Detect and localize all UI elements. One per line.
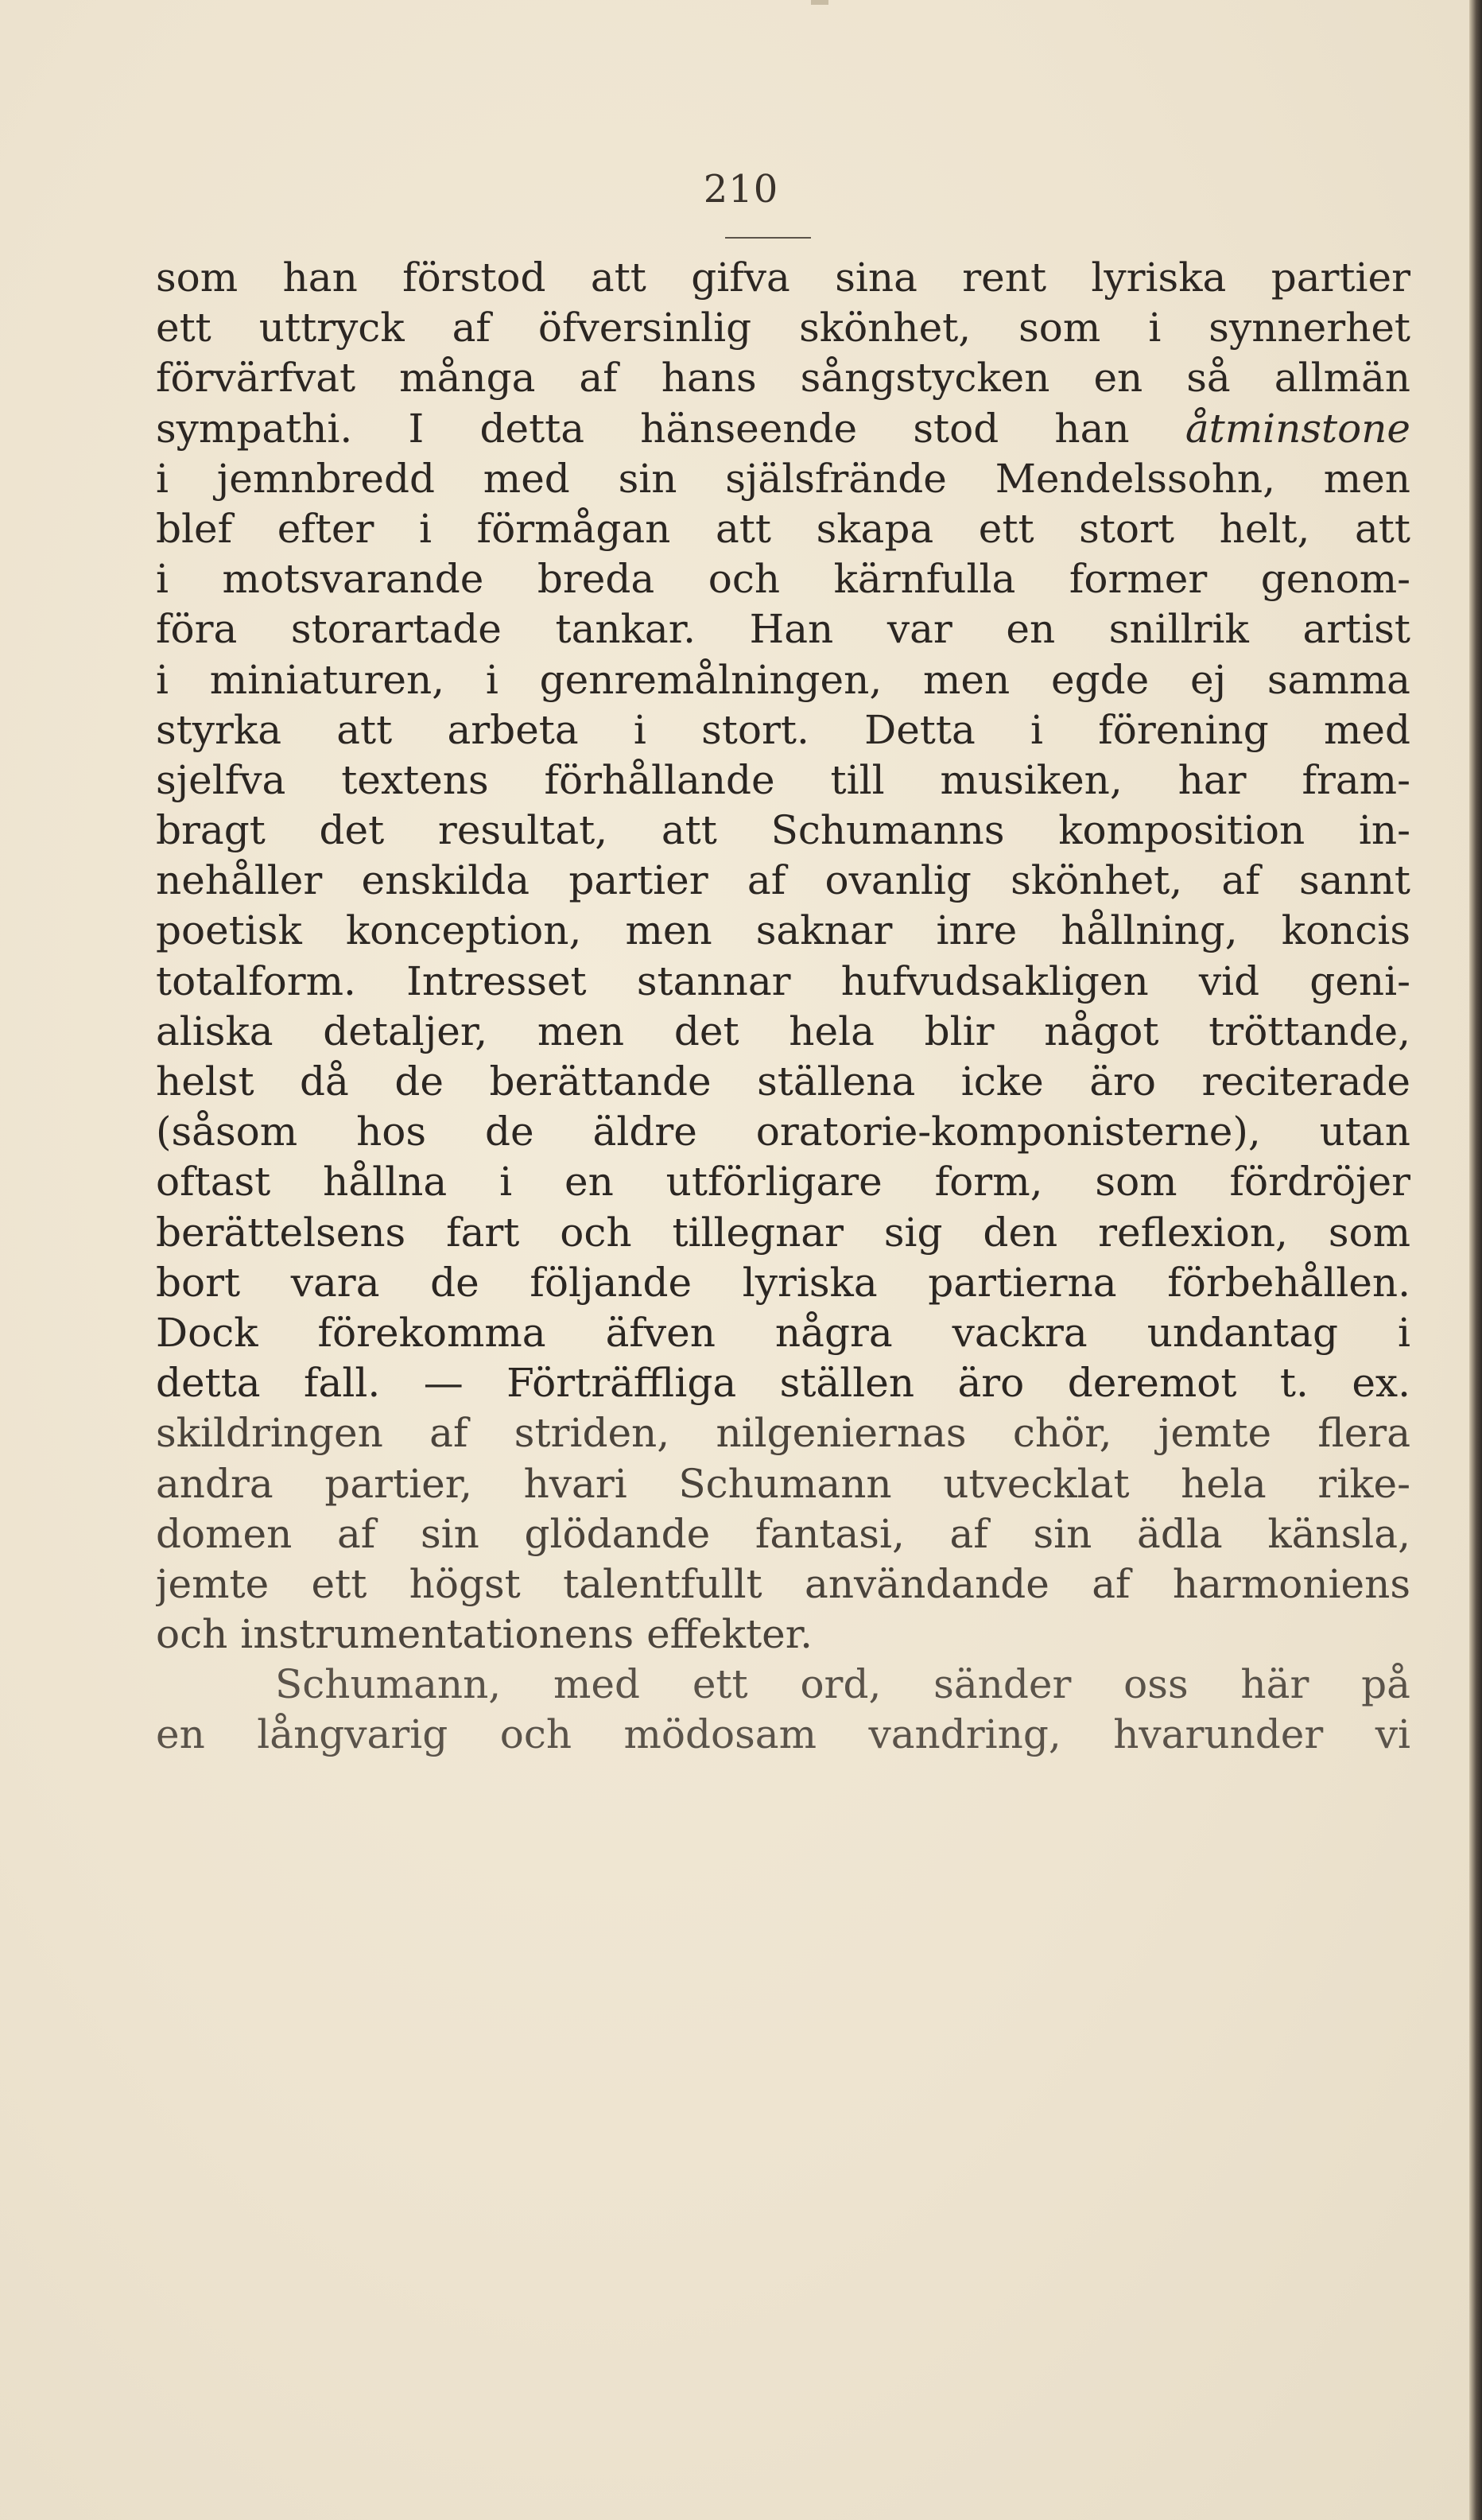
text-line: poetisk konception, men saknar inre hållning, koncis [156,907,1410,954]
text-line: nehåller enskilda partier af ovanlig skönhet, af sannt [156,857,1410,904]
text-line: sjelfva textens förhållande till musiken, har fram- [156,756,1410,803]
text-line: Schumann, med ett ord, sänder oss här på [275,1661,1410,1708]
binding-shadow [1469,0,1482,2520]
text-line: domen af sin glödande fantasi, af sin ädla känsla, [156,1510,1410,1557]
text-line: Dock förekomma äfven några vackra undantag i [156,1309,1410,1356]
text-line: andra partier, hvari Schumann utvecklat hela rike- [156,1460,1410,1507]
text-line: berättelsens fart och tillegnar sig den reflexion, som [156,1209,1410,1256]
text-line: (såsom hos de äldre oratorie-komponisterne), utan [156,1109,1410,1155]
text-line: totalform. Intresset stannar hufvudsakligen vid geni- [156,957,1410,1004]
text-line: en långvarig och mödosam vandring, hvarunder vi [156,1711,1410,1758]
text-line: föra storartade tankar. Han var en snillrik artist [156,606,1410,653]
body-text [156,253,1410,1761]
text-line: helst då de berättande ställena icke äro reciterade [156,1058,1410,1105]
text-line: skildringen af striden, nilgeniernas chör, jemte flera [156,1410,1410,1457]
text-line [156,404,1410,454]
scan-mark [811,0,828,5]
emphasis-word: åtminstone [1185,405,1410,452]
text-line: jemte ett högst talentfullt användande af harmoniens [156,1560,1410,1607]
text-line: i miniaturen, i genremålningen, men egde ej samma [156,656,1410,703]
text-line: och instrumentationens effekter. [156,1611,813,1658]
text-line: blef efter i förmågan att skapa ett stort helt, att [156,505,1410,552]
text-line: detta fall. — Förträffliga ställen äro deremot t. ex. [156,1360,1410,1407]
page-number: 210 [703,167,779,212]
page-number-rule [725,237,811,239]
text-line-roman: sympathi. I detta hänseende stod han [156,405,1185,452]
text-line: förvärfvat många af hans sångstycken en så allmän [156,355,1410,402]
text-line: som han förstod att gifva sina rent lyriska partier [156,254,1410,301]
text-line: oftast hållna i en utförligare form, som fördröjer [156,1159,1410,1206]
text-line: styrka att arbeta i stort. Detta i förening med [156,706,1410,753]
text-line: i motsvarande breda och kärnfulla former genom- [156,556,1410,603]
text-line: ett uttryck af öfversinlig skönhet, som i synnerhet [156,305,1410,351]
text-line: i jemnbredd med sin själsfrände Mendelssohn, men [156,455,1410,502]
text-line: aliska detaljer, men det hela blir något tröttande, [156,1008,1410,1054]
text-line: bort vara de följande lyriska partierna förbehållen. [156,1259,1410,1306]
text-line: bragt det resultat, att Schumanns komposition in- [156,807,1410,854]
